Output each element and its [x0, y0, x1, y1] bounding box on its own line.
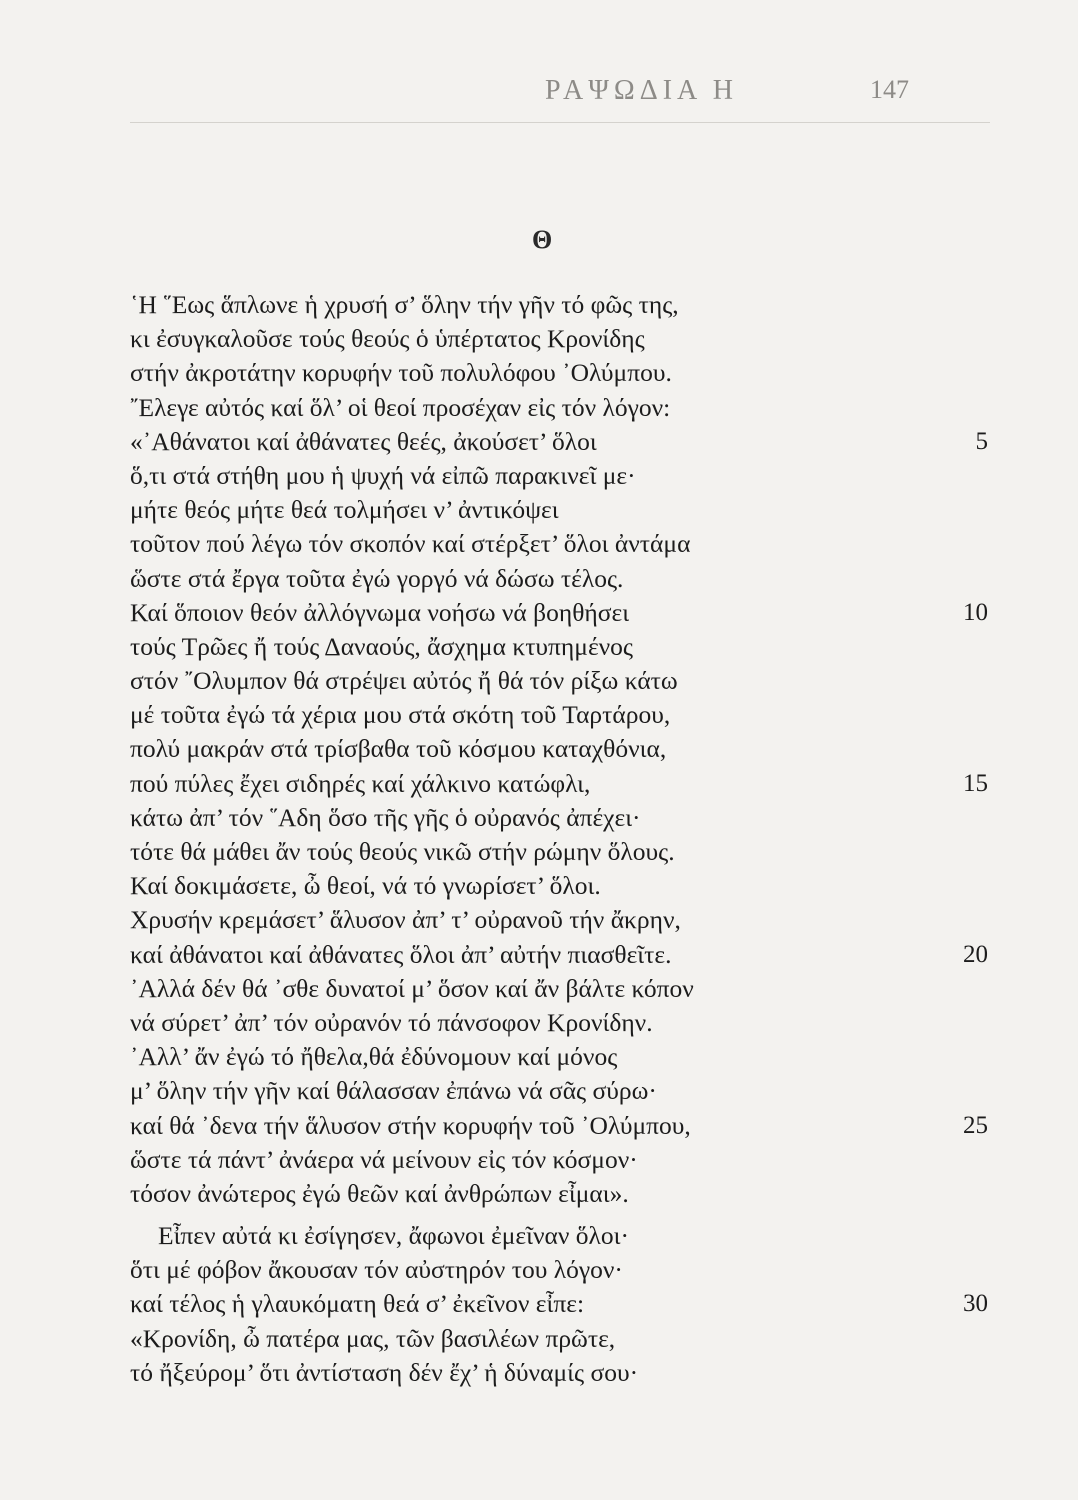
verse-text: ῾Η ῞Εως ἅπλωνε ἡ χρυσή σ’ ὅλην τήν γῆν τό φῶς της, [130, 290, 679, 319]
line-number: 20 [963, 940, 988, 968]
verse-line [130, 698, 1000, 732]
verse-line [130, 1074, 1000, 1108]
verse-text: Καί ὅποιον θεόν ἀλλόγνωμα νοήσω νά βοηθήσει [130, 597, 630, 627]
line-number: 30 [963, 1290, 988, 1318]
verse-line [130, 562, 1000, 596]
verse-text: τότε θά μάθει ἄν τούς θεούς νικῶ στήν ρώμην ὅλους. [130, 837, 675, 866]
verse-line [130, 1287, 1000, 1321]
verse-text: κάτω ἀπ’ τόν ῞Αδη ὅσο τῆς γῆς ὁ οὐρανός ἀπέχει· [130, 802, 641, 832]
verse-text: Εἶπεν αὐτά κι ἐσίγησεν, ἄφωνοι ἐμεῖναν ὅλοι· [158, 1221, 629, 1251]
chapter-letter: Θ [532, 225, 553, 254]
verse-text: ὅ,τι στά στήθη μου ἡ ψυχή νά εἰπῶ παρακινεῖ με· [130, 460, 636, 490]
verse-text: τόσον ἀνώτερος ἐγώ θεῶν καί ἀνθρώπων εἶμαι». [130, 1178, 629, 1208]
verse-line [130, 391, 1000, 425]
verse-text: καί τέλος ἡ γλαυκόματη θεά σ’ ἐκεῖνον εἶπε: [130, 1289, 585, 1319]
verse-text: ῎Ελεγε αὐτός καί ὅλ’ οἱ θεοί προσέχαν εἰς τόν λόγον: [130, 392, 671, 422]
verse-text: μήτε θεός μήτε θεά τολμήσει ν’ ἀντικόψει [130, 495, 559, 525]
verse-line [130, 869, 1000, 903]
verse-text: καί θά ᾿δενα τήν ἅλυσον στήν κορυφήν τοῦ ᾿Ολύμπου, [130, 1110, 691, 1140]
verse-line [130, 1109, 1000, 1143]
verse-list [130, 288, 1000, 1390]
verse-line [130, 527, 1000, 561]
verse-text: νά σύρετ’ ἀπ’ τόν οὐρανόν τό πάνσοφον Κρονίδην. [130, 1007, 653, 1037]
verse-text: στόν ῎Ολυμπον θά στρέψει αὐτός ἤ θά τόν ρίξω κάτω [130, 666, 678, 696]
verse-text: τούς Τρῶες ἤ τούς Δαναούς, ἄσχημα κτυπημένος [130, 631, 634, 661]
verse-line [130, 1040, 1000, 1074]
verse-line [130, 1322, 1000, 1356]
verse-text: ὅτι μέ φόβον ἄκουσαν τόν αὐστηρόν του λόγον· [130, 1255, 623, 1285]
verse-text: ὥστε τά πάντ’ ἀνάερα νά μείνουν εἰς τόν κόσμον· [130, 1144, 638, 1174]
verse-text: Χρυσήν κρεμάσετ’ ἅλυσον ἀπ’ τ’ οὐρανοῦ τήν ἄκρην, [130, 905, 681, 935]
verse-line [130, 288, 1000, 322]
verse-line [130, 972, 1000, 1006]
verse-line [130, 1177, 1000, 1211]
verse-text: τό ἤξεύρομ’ ὅτι ἀντίσταση δέν ἔχ’ ἡ δύναμίς σου· [130, 1357, 639, 1387]
verse-text: κι ἐσυγκαλοῦσε τούς θεούς ὁ ὑπέρτατος Κρονίδης [130, 324, 645, 354]
verse-line [130, 630, 1000, 664]
verse-text: «Κρονίδη, ὦ πατέρα μας, τῶν βασιλέων πρῶτε, [130, 1323, 616, 1353]
header-page-number: 147 [870, 75, 909, 104]
verse-line [130, 356, 1000, 390]
verse-text: ᾿Αλλ’ ἄν ἐγώ τό ἤθελα,θά ἐδύνομουν καί μόνος [130, 1042, 618, 1072]
verse-line [130, 664, 1000, 698]
verse-text: ὥστε στά ἔργα τοῦτα ἐγώ γοργό νά δώσω τέλος. [130, 563, 624, 593]
header-book-title: ΡΑΨΩΔΙΑ Η [545, 75, 738, 106]
line-number: 15 [963, 769, 988, 797]
verse-line [130, 459, 1000, 493]
verse-line [130, 835, 1000, 869]
verse-text: μέ τοῦτα ἐγώ τά χέρια μου στά σκότη τοῦ Ταρτάρου, [130, 700, 671, 730]
verse-line [130, 1143, 1000, 1177]
verse-text: Καί δοκιμάσετε, ὦ θεοί, νά τό γνωρίσετ’ ὅλοι. [130, 871, 601, 901]
verse-line [130, 596, 1000, 630]
verse-line [130, 1356, 1000, 1390]
line-number: 10 [963, 598, 988, 626]
verse-text: καί ἀθάνατοι καί ἀθάνατες ὅλοι ἀπ’ αὐτήν πιασθεῖτε. [130, 939, 672, 969]
verse-line [130, 1219, 1000, 1253]
verse-text: τοῦτον πού λέγω τόν σκοπόν καί στέρξετ’ ὅλοι ἀντάμα [130, 529, 691, 559]
verse-line [130, 322, 1000, 356]
verse-line [130, 767, 1000, 801]
verse-text: πολύ μακράν στά τρίσβαθα τοῦ κόσμου καταχθόνια, [130, 734, 667, 764]
verse-line [130, 1006, 1000, 1040]
header-rule [130, 122, 990, 123]
verse-text: μ’ ὅλην τήν γῆν καί θάλασσαν ἐπάνω νά σᾶς σύρω· [130, 1076, 657, 1106]
verse-line [130, 425, 1000, 459]
verse-line [130, 1253, 1000, 1287]
verse-text: ᾿Αλλά δέν θά ᾿σθε δυνατοί μ’ ὅσον καί ἄν βάλτε κόπον [130, 973, 694, 1003]
verse-line [130, 732, 1000, 766]
line-number: 5 [975, 427, 988, 455]
verse-line [130, 493, 1000, 527]
verse-text: στήν ἀκροτάτην κορυφήν τοῦ πολυλόφου ᾿Ολύμπου. [130, 358, 672, 388]
verse-text: «᾿Αθάνατοι καί ἀθάνατες θεές, ἀκούσετ’ ὅλοι [130, 426, 597, 456]
verse-line [130, 801, 1000, 835]
verse-line [130, 903, 1000, 937]
line-number: 25 [963, 1111, 988, 1139]
verse-text: πού πύλες ἔχει σιδηρές καί χάλκινο κατώφλι, [130, 768, 591, 798]
verse-line [130, 938, 1000, 972]
